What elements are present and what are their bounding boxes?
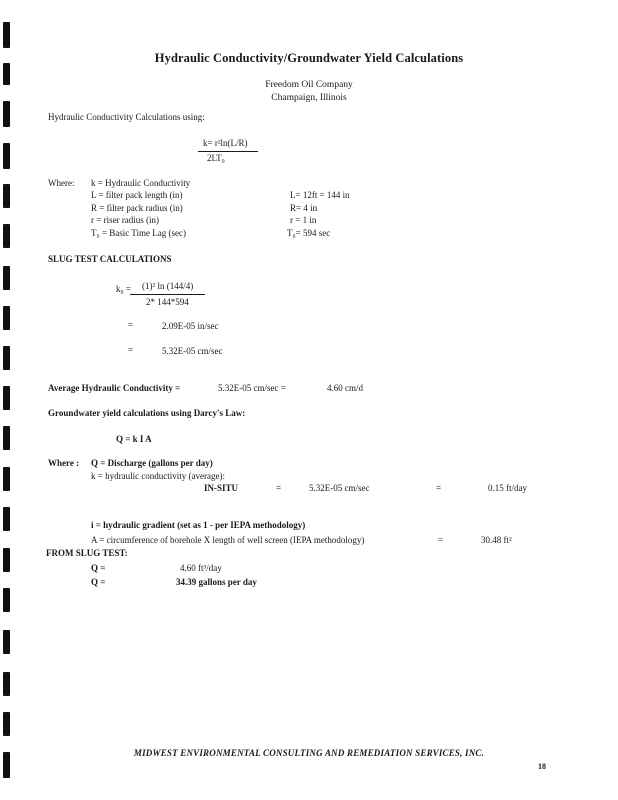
company-name: Freedom Oil Company: [265, 80, 353, 90]
average-label: Average Hydraulic Conductivity =: [48, 383, 181, 393]
definition-value-r: r = 1 in: [290, 215, 317, 225]
average-cm-sec: 5.32E-05 cm/sec =: [218, 383, 286, 393]
darcy-def-i: i = hydraulic gradient (set as 1 - per IEPA methodology): [91, 520, 306, 530]
darcy-k-result: 0.15 ft/day: [488, 483, 527, 493]
footer-company: MIDWEST ENVIRONMENTAL CONSULTING AND REMEDIATION SERVICES, INC.: [133, 748, 485, 758]
slug-result-eq-2: =: [128, 345, 134, 355]
darcy-in-situ: IN-SITU: [204, 483, 239, 493]
definition-term-k: k = Hydraulic Conductivity: [91, 178, 191, 188]
slug-result-value-1: 2.09E-05 in/sec: [162, 321, 219, 331]
q-result-value-1: 4.60 ft³/day: [180, 563, 222, 573]
darcy-def-q: Q = Discharge (gallons per day): [91, 458, 213, 468]
company-location: Champaign, Illinois: [271, 93, 347, 103]
slug-formula-numerator: (1)² ln (144/4): [142, 281, 194, 291]
darcy-eq-2: =: [436, 483, 442, 493]
slug-result-value-2: 5.32E-05 cm/sec: [162, 346, 223, 356]
definition-term-T0: T₀ = Basic Time Lag (sec): [91, 228, 186, 238]
formula-denominator: 2LT₀: [207, 153, 225, 163]
definition-value-L: L= 12ft = 144 in: [290, 190, 350, 200]
darcy-k-value: 5.32E-05 cm/sec: [309, 483, 370, 493]
q-result-label-2: Q =: [91, 577, 106, 587]
darcy-eq-3: =: [438, 535, 444, 545]
document-title: Hydraulic Conductivity/Groundwater Yield Calculations: [154, 51, 464, 65]
darcy-a-result: 30.48 ft²: [481, 535, 512, 545]
definition-value-R: R= 4 in: [290, 203, 318, 213]
page-number: 18: [538, 762, 546, 771]
q-result-value-2: 34.39 gallons per day: [176, 577, 257, 587]
slug-formula-fraction-line: [130, 294, 205, 295]
definition-value-T0: T₀= 594 sec: [287, 228, 331, 238]
slug-formula-lhs: k₀ =: [116, 284, 131, 294]
darcy-def-a: A = circumference of borehole X length of well screen (IEPA methodology): [91, 535, 365, 545]
slug-result-eq-1: =: [128, 320, 134, 330]
from-slug-test-label: FROM SLUG TEST:: [46, 548, 128, 558]
where-label: Where:: [48, 178, 75, 188]
intro-text: Hydraulic Conductivity Calculations using:: [48, 112, 205, 122]
darcy-def-k: k = hydraulic conductivity (average):: [91, 471, 226, 481]
where2-label: Where :: [48, 458, 80, 468]
formula-numerator: k= r²ln(L/R): [203, 138, 248, 148]
definition-term-r: r = riser radius (in): [91, 215, 160, 225]
average-cm-day: 4.60 cm/d: [327, 383, 363, 393]
darcy-formula: Q = k I A: [116, 434, 152, 444]
q-result-label-1: Q =: [91, 563, 106, 573]
definition-term-R: R = filter pack radius (in): [91, 203, 183, 213]
definition-term-L: L = filter pack length (in): [91, 190, 183, 200]
slug-formula-denominator: 2* 144*594: [146, 297, 189, 307]
formula-fraction-line: [198, 151, 258, 152]
slug-test-heading: SLUG TEST CALCULATIONS: [48, 254, 172, 264]
darcy-eq-1: =: [276, 483, 282, 493]
darcy-heading: Groundwater yield calculations using Darcy's Law:: [48, 408, 246, 418]
